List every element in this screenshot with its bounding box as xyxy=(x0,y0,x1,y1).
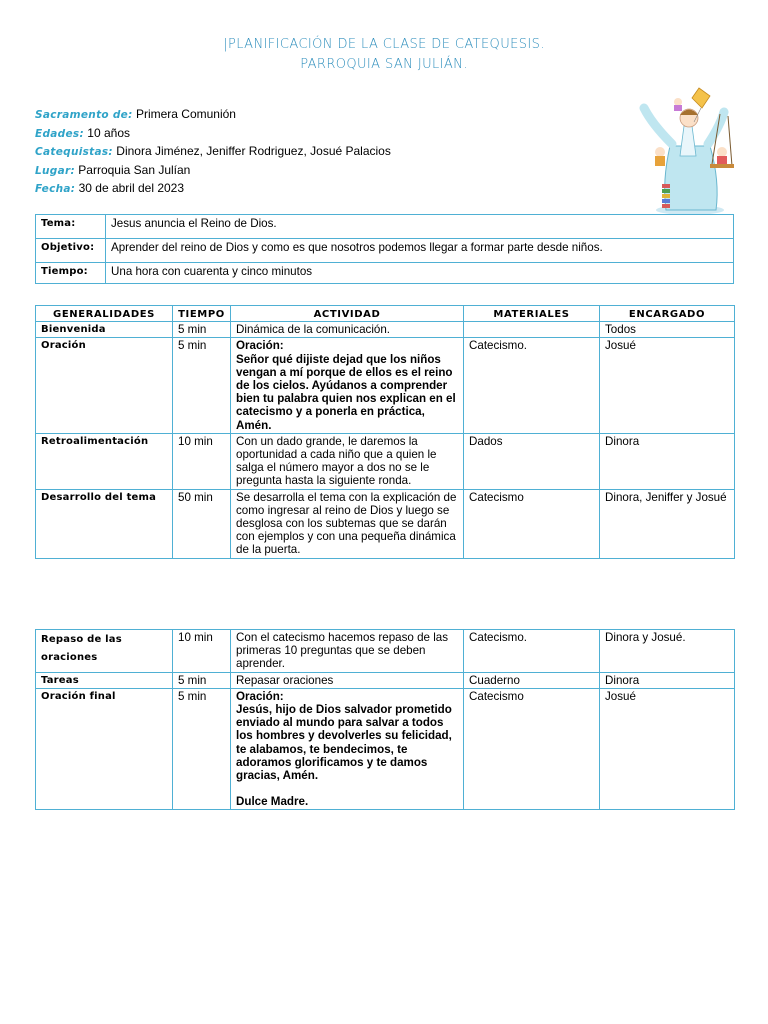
table-row xyxy=(36,338,735,433)
class-details xyxy=(35,106,391,199)
row-materiales xyxy=(464,322,600,338)
table-row xyxy=(36,322,735,338)
table-row xyxy=(36,630,735,673)
table-row xyxy=(36,433,735,489)
table-row xyxy=(36,688,735,810)
plan-table xyxy=(35,305,735,559)
tiempo-row xyxy=(36,263,734,284)
prayer-text: Señor qué dijiste dejad que los niños vengan a mí porque de ellos es el reino de los cielos. Ayúdanos a comprender bien tu palabra quien nos explican en el catecismo y a ponerla en práctica, Amén. xyxy=(236,352,456,432)
row-materiales: Catecismo xyxy=(464,688,600,810)
prayer-title: Oración: xyxy=(236,689,284,703)
row-tiempo: 5 min xyxy=(173,338,231,433)
row-generalidad: Desarrollo del tema xyxy=(36,489,173,558)
objetivo-value: Aprender del reino de Dios y como es que nosotros podemos llegar a formar parte desde niños. xyxy=(106,239,734,263)
table-row xyxy=(36,672,735,688)
prayer-title: Oración: xyxy=(236,339,284,353)
header-actividad: ACTIVIDAD xyxy=(231,306,464,322)
prayer-closing: Dulce Madre. xyxy=(236,795,309,809)
row-actividad: Se desarrolla el tema con la explicación de como ingresar al reino de Dios y luego se desglosa con los subtemas que se darán con ejemplos y con una pequeña dinámica de la puerta. xyxy=(231,489,464,558)
row-generalidad: Retroalimentación xyxy=(36,433,173,489)
row-actividad: Con el catecismo hacemos repaso de las primeras 10 preguntas que se deben aprender. xyxy=(231,630,464,673)
lesson-info-table xyxy=(35,214,734,284)
row-tiempo: 10 min xyxy=(173,433,231,489)
row-actividad: Dinámica de la comunicación. xyxy=(231,322,464,338)
tema-row xyxy=(36,215,734,239)
header-generalidades: GENERALIDADES xyxy=(36,306,173,322)
tiempo-value: Una hora con cuarenta y cinco minutos xyxy=(106,263,734,284)
tiempo-label: Tiempo: xyxy=(36,263,106,284)
row-encargado: Dinora, Jeniffer y Josué xyxy=(600,489,735,558)
objetivo-label: Objetivo: xyxy=(36,239,106,263)
row-encargado: Dinora xyxy=(600,672,735,688)
row-generalidad: Oración xyxy=(36,338,173,433)
plan-header-row xyxy=(36,306,735,322)
child-swinging-kite-illustration xyxy=(632,86,742,216)
plan-table-continued xyxy=(35,629,735,810)
row-actividad: Repasar oraciones xyxy=(231,672,464,688)
row-encargado: Josué xyxy=(600,338,735,433)
header-encargado: ENCARGADO xyxy=(600,306,735,322)
document-title-line2: PARROQUIA SAN JULIÁN. xyxy=(300,57,468,72)
row-materiales: Catecismo. xyxy=(464,338,600,433)
tema-value: Jesus anuncia el Reino de Dios. xyxy=(106,215,734,239)
row-actividad xyxy=(231,688,464,810)
row-generalidad: Bienvenida xyxy=(36,322,173,338)
meta-edades: Edades: 10 años xyxy=(35,125,131,140)
row-materiales: Catecismo. xyxy=(464,630,600,673)
row-generalidad: Tareas xyxy=(36,672,173,688)
meta-fecha: Fecha: 30 de abril del 2023 xyxy=(35,181,185,195)
row-actividad: Con un dado grande, le daremos la oportunidad a cada niño que a quien le salga el número mayor a dos no se le pregunta hasta la siguiente ronda. xyxy=(231,433,464,489)
prayer-text: Jesús, hijo de Dios salvador prometido enviado al mundo para salvar a todos los hombres y devolverles su felicidad, te alabamos, te bendecimos, te adoramos glorificamos y te damos gracias, Amén. xyxy=(236,703,452,783)
tema-label: Tema: xyxy=(36,215,106,239)
header-tiempo: TIEMPO xyxy=(173,306,231,322)
row-materiales: Cuaderno xyxy=(464,672,600,688)
row-tiempo: 5 min xyxy=(173,322,231,338)
meta-sacramento: Sacramento de: Primera Comunión xyxy=(35,107,236,121)
meta-catequistas: Catequistas: Dinora Jiménez, Jeniffer Rodriguez, Josué Palacios xyxy=(35,144,391,158)
row-encargado: Dinora xyxy=(600,433,735,489)
row-tiempo: 5 min xyxy=(173,672,231,688)
row-encargado: Todos xyxy=(600,322,735,338)
row-tiempo: 50 min xyxy=(173,489,231,558)
row-encargado: Josué xyxy=(600,688,735,810)
row-tiempo: 5 min xyxy=(173,688,231,810)
row-materiales: Catecismo xyxy=(464,489,600,558)
row-generalidad: Repaso de las oraciones xyxy=(36,630,173,673)
row-encargado: Dinora y Josué. xyxy=(600,630,735,673)
row-generalidad: Oración final xyxy=(36,688,173,810)
row-actividad xyxy=(231,338,464,433)
document-title-line1: |PLANIFICACIÓN DE LA CLASE DE CATEQUESIS. xyxy=(223,37,545,52)
table-row xyxy=(36,489,735,558)
header-materiales: MATERIALES xyxy=(464,306,600,322)
row-tiempo: 10 min xyxy=(173,630,231,673)
objetivo-row xyxy=(36,239,734,263)
row-materiales: Dados xyxy=(464,433,600,489)
meta-lugar: Lugar: Parroquia San Julían xyxy=(35,162,191,177)
